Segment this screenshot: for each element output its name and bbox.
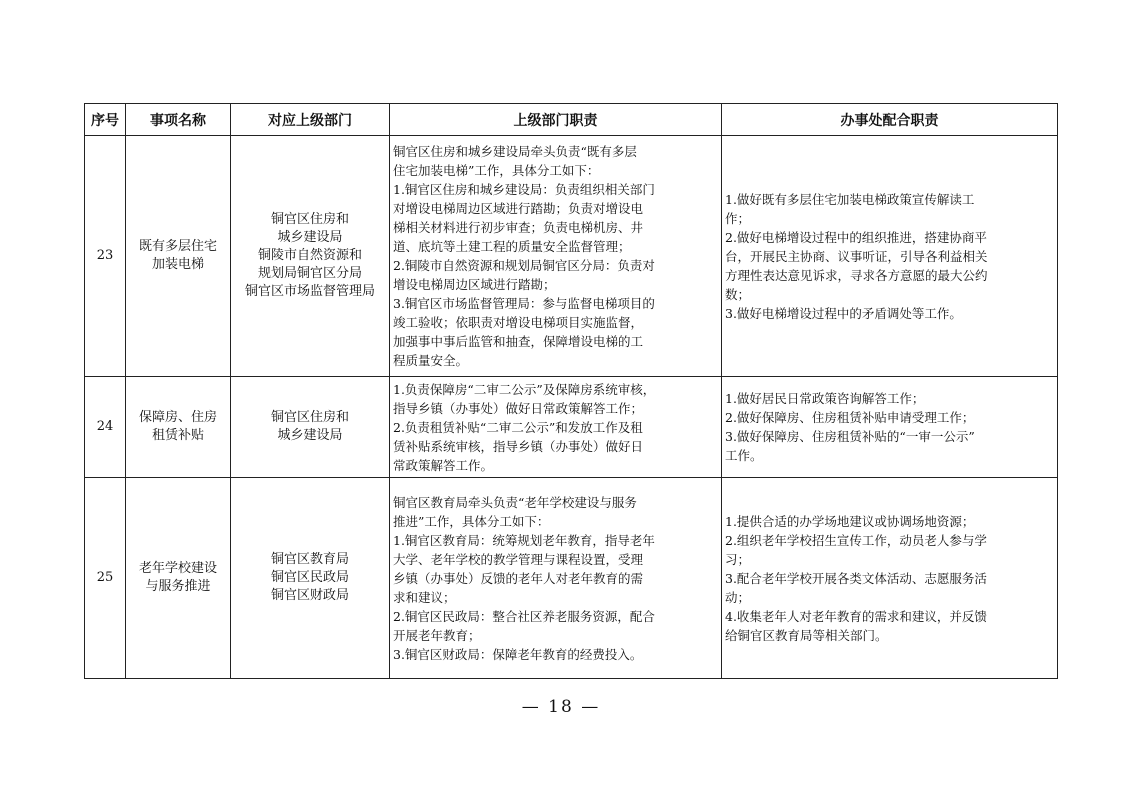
item-name-line: 租赁补贴 [151, 428, 204, 443]
duty-line: 习； [725, 551, 751, 567]
duty-line: 指导乡镇（办事处）做好日常政策解答工作； [393, 400, 644, 416]
duty-line: 乡镇（办事处）反馈的老年人对老年教育的需 [393, 570, 644, 586]
duty-line: 2.组织老年学校招生宣传工作，动员老人参与学 [725, 532, 987, 548]
office-duty-cell [722, 478, 1058, 679]
duty-line: 台，开展民主协商、议事听证，引导各利益相关 [725, 248, 988, 264]
duty-line: 2.铜官区民政局：整合社区养老服务资源，配合 [393, 608, 655, 624]
duty-line: 常政策解答工作。 [393, 457, 494, 473]
duty-line: 工作。 [725, 448, 763, 463]
duty-table [84, 103, 1058, 679]
duty-line: 加强事中事后监管和抽查，保障增设电梯的工 [393, 334, 644, 349]
item-name-cell [126, 478, 231, 679]
table-row [85, 377, 1058, 478]
duty-line: 3.配合老年学校开展各类文体活动、志愿服务活 [725, 570, 987, 586]
dept-line: 城乡建设局 [277, 230, 343, 245]
duty-line: 2.负责租赁补贴“二审二公示”和发放工作及租 [393, 419, 643, 435]
duty-line: 3.做好电梯增设过程中的矛盾调处等工作。 [725, 305, 962, 321]
duty-line: 程质量安全。 [393, 353, 469, 368]
item-name-cell [126, 136, 231, 377]
duty-line: 1.提供合适的办学场地建议或协调场地资源； [725, 513, 975, 529]
header-seq: 序号 [85, 104, 126, 136]
duty-line: 动； [725, 589, 751, 605]
superior-duty-cell [390, 377, 722, 478]
duty-line: 1.做好既有多层住宅加装电梯政策宣传解读工 [725, 191, 975, 207]
header-item-name: 事项名称 [126, 104, 231, 136]
office-duty-cell [722, 377, 1058, 478]
item-name-cell [126, 377, 231, 478]
row-number: 25 [85, 478, 126, 679]
item-name-line: 老年学校建设 [138, 561, 217, 576]
table-row [85, 136, 1058, 377]
duty-line: 求和建议； [393, 589, 456, 605]
header-superior-duty: 上级部门职责 [390, 104, 722, 136]
dept-line: 铜官区民政局 [270, 570, 349, 585]
duty-line: 4.收集老年人对老年教育的需求和建议，并反馈 [725, 608, 987, 624]
dept-line: 城乡建设局 [277, 428, 343, 443]
duty-line: 2.做好保障房、住房租赁补贴申请受理工作； [725, 410, 975, 425]
duty-line: 3.铜官区市场监督管理局：参与监督电梯项目的 [393, 296, 655, 311]
duty-line: 3.做好保障房、住房租赁补贴的“一审一公示” [725, 429, 975, 444]
superior-duty-cell [390, 136, 722, 377]
page-number: — 18 — [521, 697, 601, 717]
row-number: 24 [85, 377, 126, 478]
duty-line: 大学、老年学校的教学管理与课程设置，受理 [393, 551, 644, 567]
dept-line: 铜官区财政局 [270, 588, 349, 603]
duty-line: 作； [725, 210, 751, 226]
header-office-duty: 办事处配合职责 [722, 104, 1058, 136]
dept-cell [231, 478, 390, 679]
table-row [85, 478, 1058, 679]
duty-line: 3.铜官区财政局：保障老年教育的经费投入。 [393, 646, 643, 662]
dept-line: 铜官区教育局 [270, 552, 349, 567]
duty-line: 铜官区住房和城乡建设局牵头负责“既有多层 [393, 144, 637, 159]
duty-line: 1.铜官区住房和城乡建设局：负责组织相关部门 [393, 182, 655, 197]
header-superior-dept: 对应上级部门 [231, 104, 390, 136]
item-name-line: 与服务推进 [145, 579, 211, 594]
duty-line: 增设电梯周边区域进行踏勘； [393, 277, 556, 292]
duty-line: 推进”工作，具体分工如下： [393, 513, 550, 529]
dept-cell [231, 136, 390, 377]
row-number: 23 [85, 136, 126, 377]
duty-line: 梯相关材料进行初步审查；负责电梯机房、井 [393, 220, 644, 235]
duty-line: 数； [725, 286, 751, 302]
duty-line: 竣工验收；依职责对增设电梯项目实施监督， [393, 315, 644, 330]
duty-line: 2.做好电梯增设过程中的组织推进，搭建协商平 [725, 229, 987, 245]
duty-line: 道、底坑等土建工程的质量安全监督管理； [393, 239, 631, 254]
duty-line: 2.铜陵市自然资源和规划局铜官区分局：负责对 [393, 258, 655, 273]
dept-line: 铜官区住房和 [270, 410, 349, 425]
item-name-line: 既有多层住宅 [138, 239, 217, 254]
item-name-line: 保障房、住房 [138, 410, 217, 425]
duty-line: 住宅加装电梯”工作，具体分工如下： [393, 163, 600, 178]
dept-line: 铜官区住房和 [270, 212, 349, 227]
duty-line: 方理性表达意见诉求，寻求各方意愿的最大公约 [725, 267, 988, 283]
dept-line: 铜陵市自然资源和 [257, 248, 362, 263]
dept-cell [231, 377, 390, 478]
superior-duty-cell [390, 478, 722, 679]
duty-line: 赁补贴系统审核，指导乡镇（办事处）做好日 [393, 438, 644, 454]
duty-line: 1.铜官区教育局：统筹规划老年教育，指导老年 [393, 532, 655, 548]
dept-line: 铜官区市场监督管理局 [244, 284, 375, 299]
item-name-line: 加装电梯 [151, 257, 204, 272]
duty-line: 铜官区教育局牵头负责“老年学校建设与服务 [393, 494, 637, 510]
duty-line: 给铜官区教育局等相关部门。 [725, 627, 888, 643]
duty-line: 1.负责保障房“二审二公示”及保障房系统审核， [393, 381, 656, 397]
duty-line: 对增设电梯周边区域进行踏勘；负责对增设电 [393, 201, 644, 216]
duty-line: 开展老年教育； [393, 627, 481, 643]
dept-line: 规划局铜官区分局 [257, 266, 362, 281]
office-duty-cell [722, 136, 1058, 377]
duty-line: 1.做好居民日常政策咨询解答工作； [725, 391, 925, 406]
table-header-row [85, 104, 1058, 136]
